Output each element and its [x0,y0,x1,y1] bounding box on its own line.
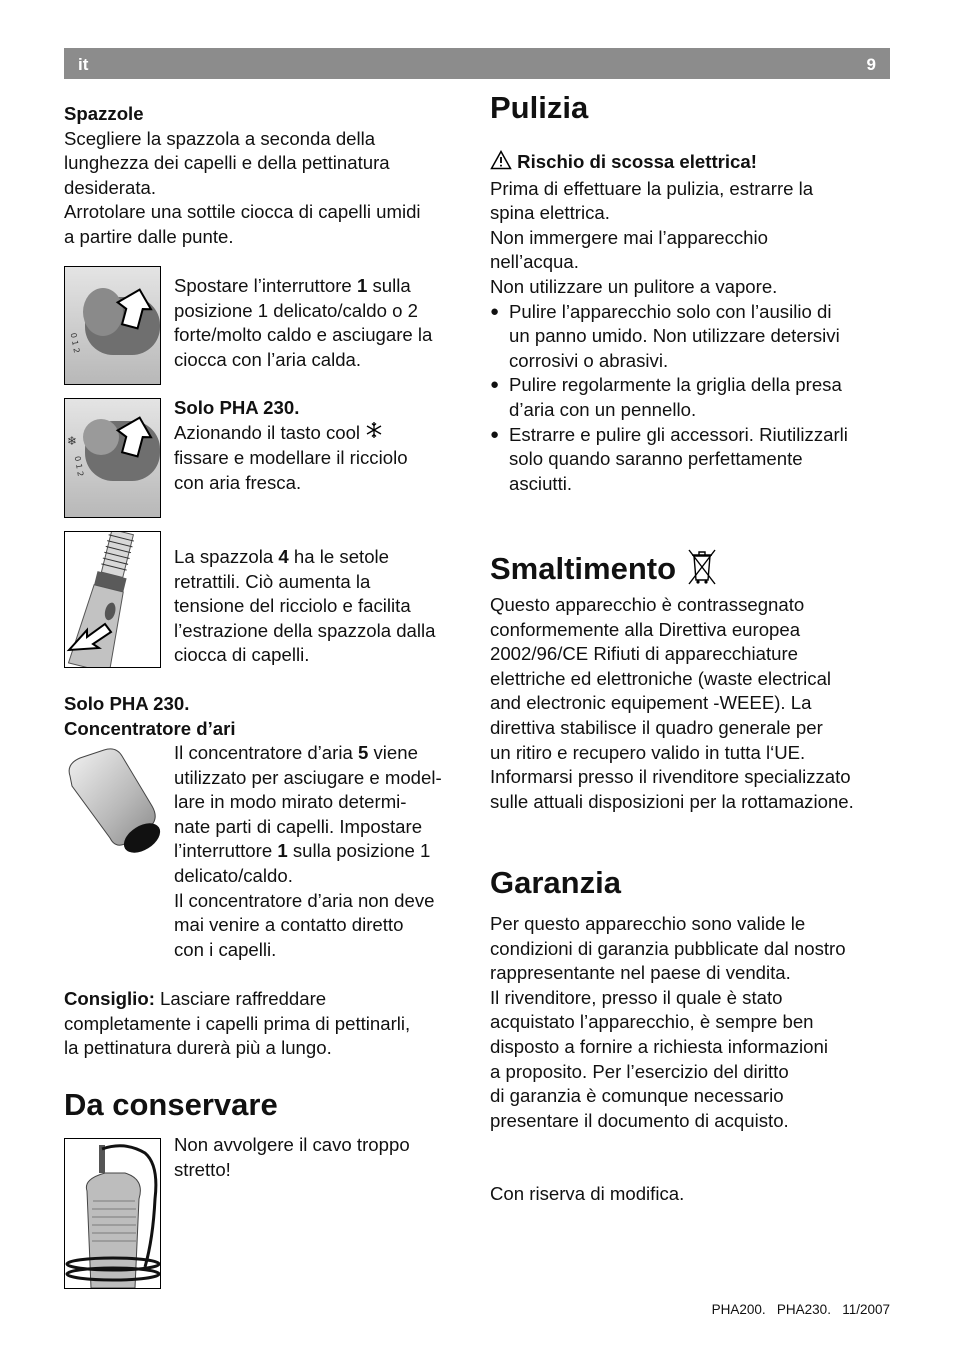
step1-text-a: Spostare l’interruttore [174,275,357,296]
switch-illustration [64,266,161,385]
disposal-line: conformemente alla Direttiva europea [490,618,801,640]
warranty-line: presentare il documento di acquisto. [490,1109,789,1131]
step3-line: retrattili. Ciò aumenta la [174,570,371,592]
disposal-line: sulle attuali disposizioni per la rottamazione. [490,790,854,812]
spazzole-title: Spazzole [64,103,144,124]
svg-text:0 1 2: 0 1 2 [72,455,86,478]
snowflake-icon [365,421,383,446]
disposal-line: Questo apparecchio è contrassegnato [490,594,805,615]
cleaning-line: spina elettrica. [490,202,610,224]
bullet-line: un panno umido. Non utilizzare detersivi [509,325,840,347]
language-code: it [78,55,89,74]
bullet-line: ● Estrarre e pulire gli accessori. Riutilizzarli [509,423,848,445]
warranty-line: acquistato l’apparecchio, è sempre ben [490,1011,814,1033]
tip-line: Lasciare raffreddare [154,988,327,1009]
retractable-brush-illustration [64,531,161,668]
warranty-line: Per questo apparecchio sono valide le [490,913,806,934]
list-item [490,423,890,497]
list-item [490,300,890,374]
warranty-heading: Garanzia [490,865,621,900]
concentrator-line: l’interruttore [174,840,278,862]
tip-section [64,987,464,1061]
concentrator-title-model: Solo PHA 230. [64,693,190,714]
storage-text [174,1133,464,1182]
concentrator-switch-number: 1 [277,840,288,862]
warranty-text [490,912,890,1133]
spazzole-text: Scegliere la spazzola a seconda della [64,127,376,149]
bullet-line: solo quando saranno perfettamente [509,448,803,470]
concentrator-line: con i capelli. [174,938,277,960]
step3-line: ciocca di capelli. [174,644,310,666]
concentrator-line: Il concentratore d’aria [174,742,358,763]
page-number: 9 [866,55,876,74]
spazzole-text: lunghezza dei capelli e della pettinatura [64,152,390,174]
tip-line: completamente i capelli prima di pettinarli, [64,1012,411,1034]
disposal-line: elettriche ed elettroniche (waste electrical [490,667,832,689]
svg-text:❄: ❄ [67,434,78,448]
concentrator-number: 5 [357,742,369,763]
step3-line: tensione del ricciolo e facilita [174,595,411,617]
warranty-line: condizioni di garanzia pubblicate dal nostro [490,937,846,959]
disposal-text [490,593,900,814]
step1-text-b: sulla [367,275,411,296]
step1-switch-number: 1 [356,275,368,296]
bullet-line: ● Pulire l’apparecchio solo con l’ausilio di [509,300,832,322]
disposal-line: 2002/96/CE Rifiuti di apparecchiature [490,643,799,665]
step2-line: Azionando il tasto cool [174,421,361,443]
concentrator-line: viene [368,742,418,763]
disposal-heading-row [490,546,717,593]
cleaning-bullet-list [490,300,890,497]
step3-text [174,545,464,668]
bullet-line: corrosivi o abrasivi. [509,349,669,371]
step1-line: forte/molto caldo e asciugare la [174,324,433,346]
cleaning-line: Prima di effettuare la pulizia, estrarre la [490,177,814,199]
step1-text [174,274,464,372]
bullet-line: d’aria con un pennello. [509,398,697,420]
concentrator-line: utilizzato per asciugare e model- [174,766,442,788]
bullet-line: asciutti. [509,472,573,494]
concentrator-title: Concentratore d’ari [64,717,236,739]
concentrator-line: nate parti di capelli. Impostare [174,815,423,837]
step2-line: fissare e modellare il ricciolo [174,446,408,468]
warning-text: Rischio di scossa elettrica! [517,151,757,173]
concentrator-illustration [64,746,164,856]
warranty-line: disposto a fornire a richiesta informazioni [490,1035,828,1057]
warranty-line: Il rivenditore, presso il quale è stato [490,986,783,1008]
concentrator-text [174,741,470,962]
cleaning-line: nell’acqua. [490,251,579,273]
bullet-line: ● Pulire regolarmente la griglia della presa [509,374,842,396]
warranty-line: a proposito. Per l’esercizio del diritto [490,1060,789,1082]
warranty-line: di garanzia è comunque necessario [490,1085,784,1107]
step2-title: Solo PHA 230. [174,397,300,418]
storage-line: Non avvolgere il cavo troppo [174,1134,410,1155]
list-item [490,373,890,422]
cord-illustration [64,1138,161,1289]
spazzole-text: desiderata. [64,176,156,198]
reserve-note: Con riserva di modifica. [490,1183,685,1204]
svg-text:0 1 2: 0 1 2 [68,332,82,354]
spazzole-text: a partire dalle punte. [64,225,234,247]
step2-text [174,396,464,495]
concentrator-line: Il concentratore d’aria non deve [174,889,435,911]
cleaning-section [490,150,890,496]
spazzole-text: Arrotolare una sottile ciocca di capelli umidi [64,201,421,223]
cleaning-heading: Pulizia [490,90,589,125]
disposal-line: un ritiro e recupero valido in tutta l‘UE. [490,741,806,763]
step1-line: posizione 1 delicato/caldo o 2 [174,299,418,321]
concentrator-line: lare in modo mirato determi- [174,791,407,813]
disposal-line: Informarsi presso il rivenditore specializzato [490,766,851,788]
disposal-line: direttiva stabilisce il quadro generale per [490,716,823,738]
step1-line: ciocca con l’aria calda. [174,348,362,370]
concentrator-line: delicato/caldo. [174,864,293,886]
page-header-bar [64,48,890,79]
concentrator-line: mai venire a contatto diretto [174,914,404,936]
tip-label: Consiglio: [64,988,155,1009]
cleaning-line: Non immergere mai l’apparecchio [490,226,768,248]
concentrator-titles [64,692,464,741]
step3-text-a: La spazzola [174,546,279,567]
storage-heading: Da conservare [64,1087,278,1122]
warning-triangle-icon [490,150,512,177]
disposal-line: and electronic equipement -WEEE). La [490,692,812,714]
tip-line: la pettinatura durerà più a lungo. [64,1037,332,1059]
concentrator-line: sulla posizione 1 [287,840,431,862]
warranty-line: rappresentante nel paese di vendita. [490,962,791,984]
storage-line: stretto! [174,1158,231,1180]
step3-brush-number: 4 [278,546,289,567]
step2-line: con aria fresca. [174,471,302,493]
disposal-heading: Smaltimento [490,551,677,587]
footer-models-date: PHA200. PHA230. 11/2007 [711,1302,890,1317]
section-spazzole [64,102,464,250]
cool-button-illustration [64,398,161,518]
step3-line: l’estrazione della spazzola dalla [174,619,436,641]
cleaning-line: Non utilizzare un pulitore a vapore. [490,275,778,297]
crossed-bin-icon [687,546,717,593]
step3-text-b: ha le setole [288,546,390,567]
